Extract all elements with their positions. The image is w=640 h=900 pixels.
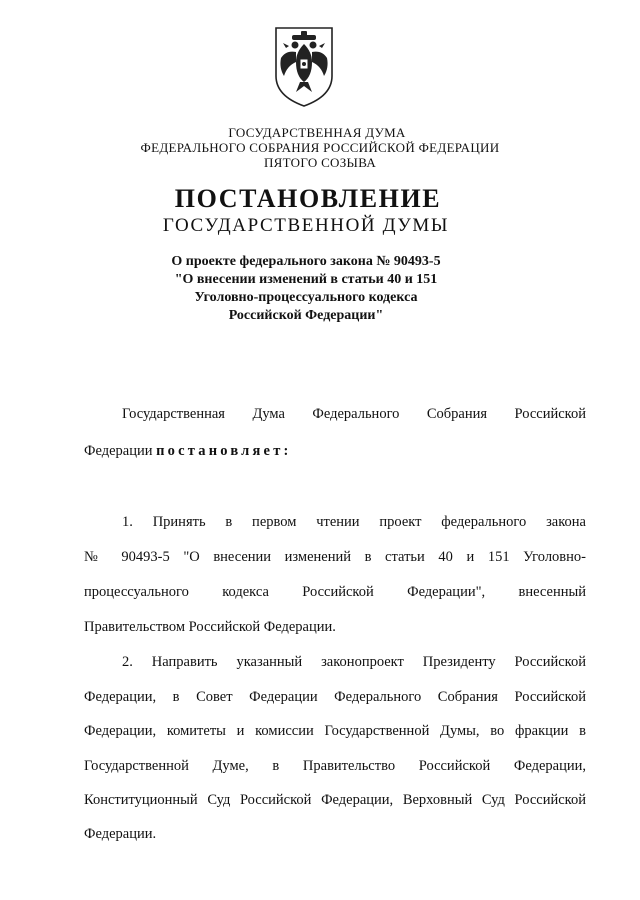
item-2-line: Федерации. (84, 826, 157, 842)
preamble-line: Государственная Дума Федерального Собрания Российской (122, 406, 586, 422)
preamble-text: Федерации (84, 443, 157, 459)
item-2-line: Государственной Думе, в Правительство Российской Федерации, (84, 758, 586, 774)
document-subject (0, 253, 612, 325)
document-subtitle: ГОСУДАРСТВЕННОЙ ДУМЫ (162, 215, 450, 236)
subject-line: О проекте федерального закона № 90493-5 (171, 254, 441, 269)
item-2-line: Конституционный Суд Российской Федерации, Верховный Суд Российской (84, 792, 586, 808)
subject-line: Уголовно-процессуального кодекса (194, 290, 418, 305)
item-2-line: Федерации, комитеты и комиссии Государственной Думы, во фракции в (84, 723, 586, 739)
document-title: ПОСТАНОВЛЕНИЕ (174, 184, 442, 213)
item-1-line: процессуального кодекса Российской Федерации", внесенный (84, 584, 586, 600)
russian-coat-of-arms-icon (272, 22, 336, 108)
preamble-line (84, 442, 586, 460)
resolution-keyword: постановляет: (156, 443, 292, 459)
org-line-1: ГОСУДАРСТВЕННАЯ ДУМА (228, 125, 406, 140)
item-1-line: Правительством Российской Федерации. (84, 619, 336, 635)
item-1-line: 1. Принять в первом чтении проект федерального закона (122, 514, 586, 530)
org-line-2: ФЕДЕРАЛЬНОГО СОБРАНИЯ РОССИЙСКОЙ ФЕДЕРАЦИИ (140, 140, 500, 155)
item-2-line: Федерации, в Совет Федерации Федерального Собрания Российской (84, 689, 586, 705)
subject-line: "О внесении изменений в статьи 40 и 151 (174, 272, 438, 287)
subject-line: Российской Федерации" (228, 308, 384, 323)
org-line-3: ПЯТОГО СОЗЫВА (263, 155, 377, 170)
item-1-line: № 90493-5 "О внесении изменений в статьи 40 и 151 Уголовно- (84, 549, 586, 565)
item-2-line: 2. Направить указанный законопроект Президенту Российской (122, 654, 586, 670)
